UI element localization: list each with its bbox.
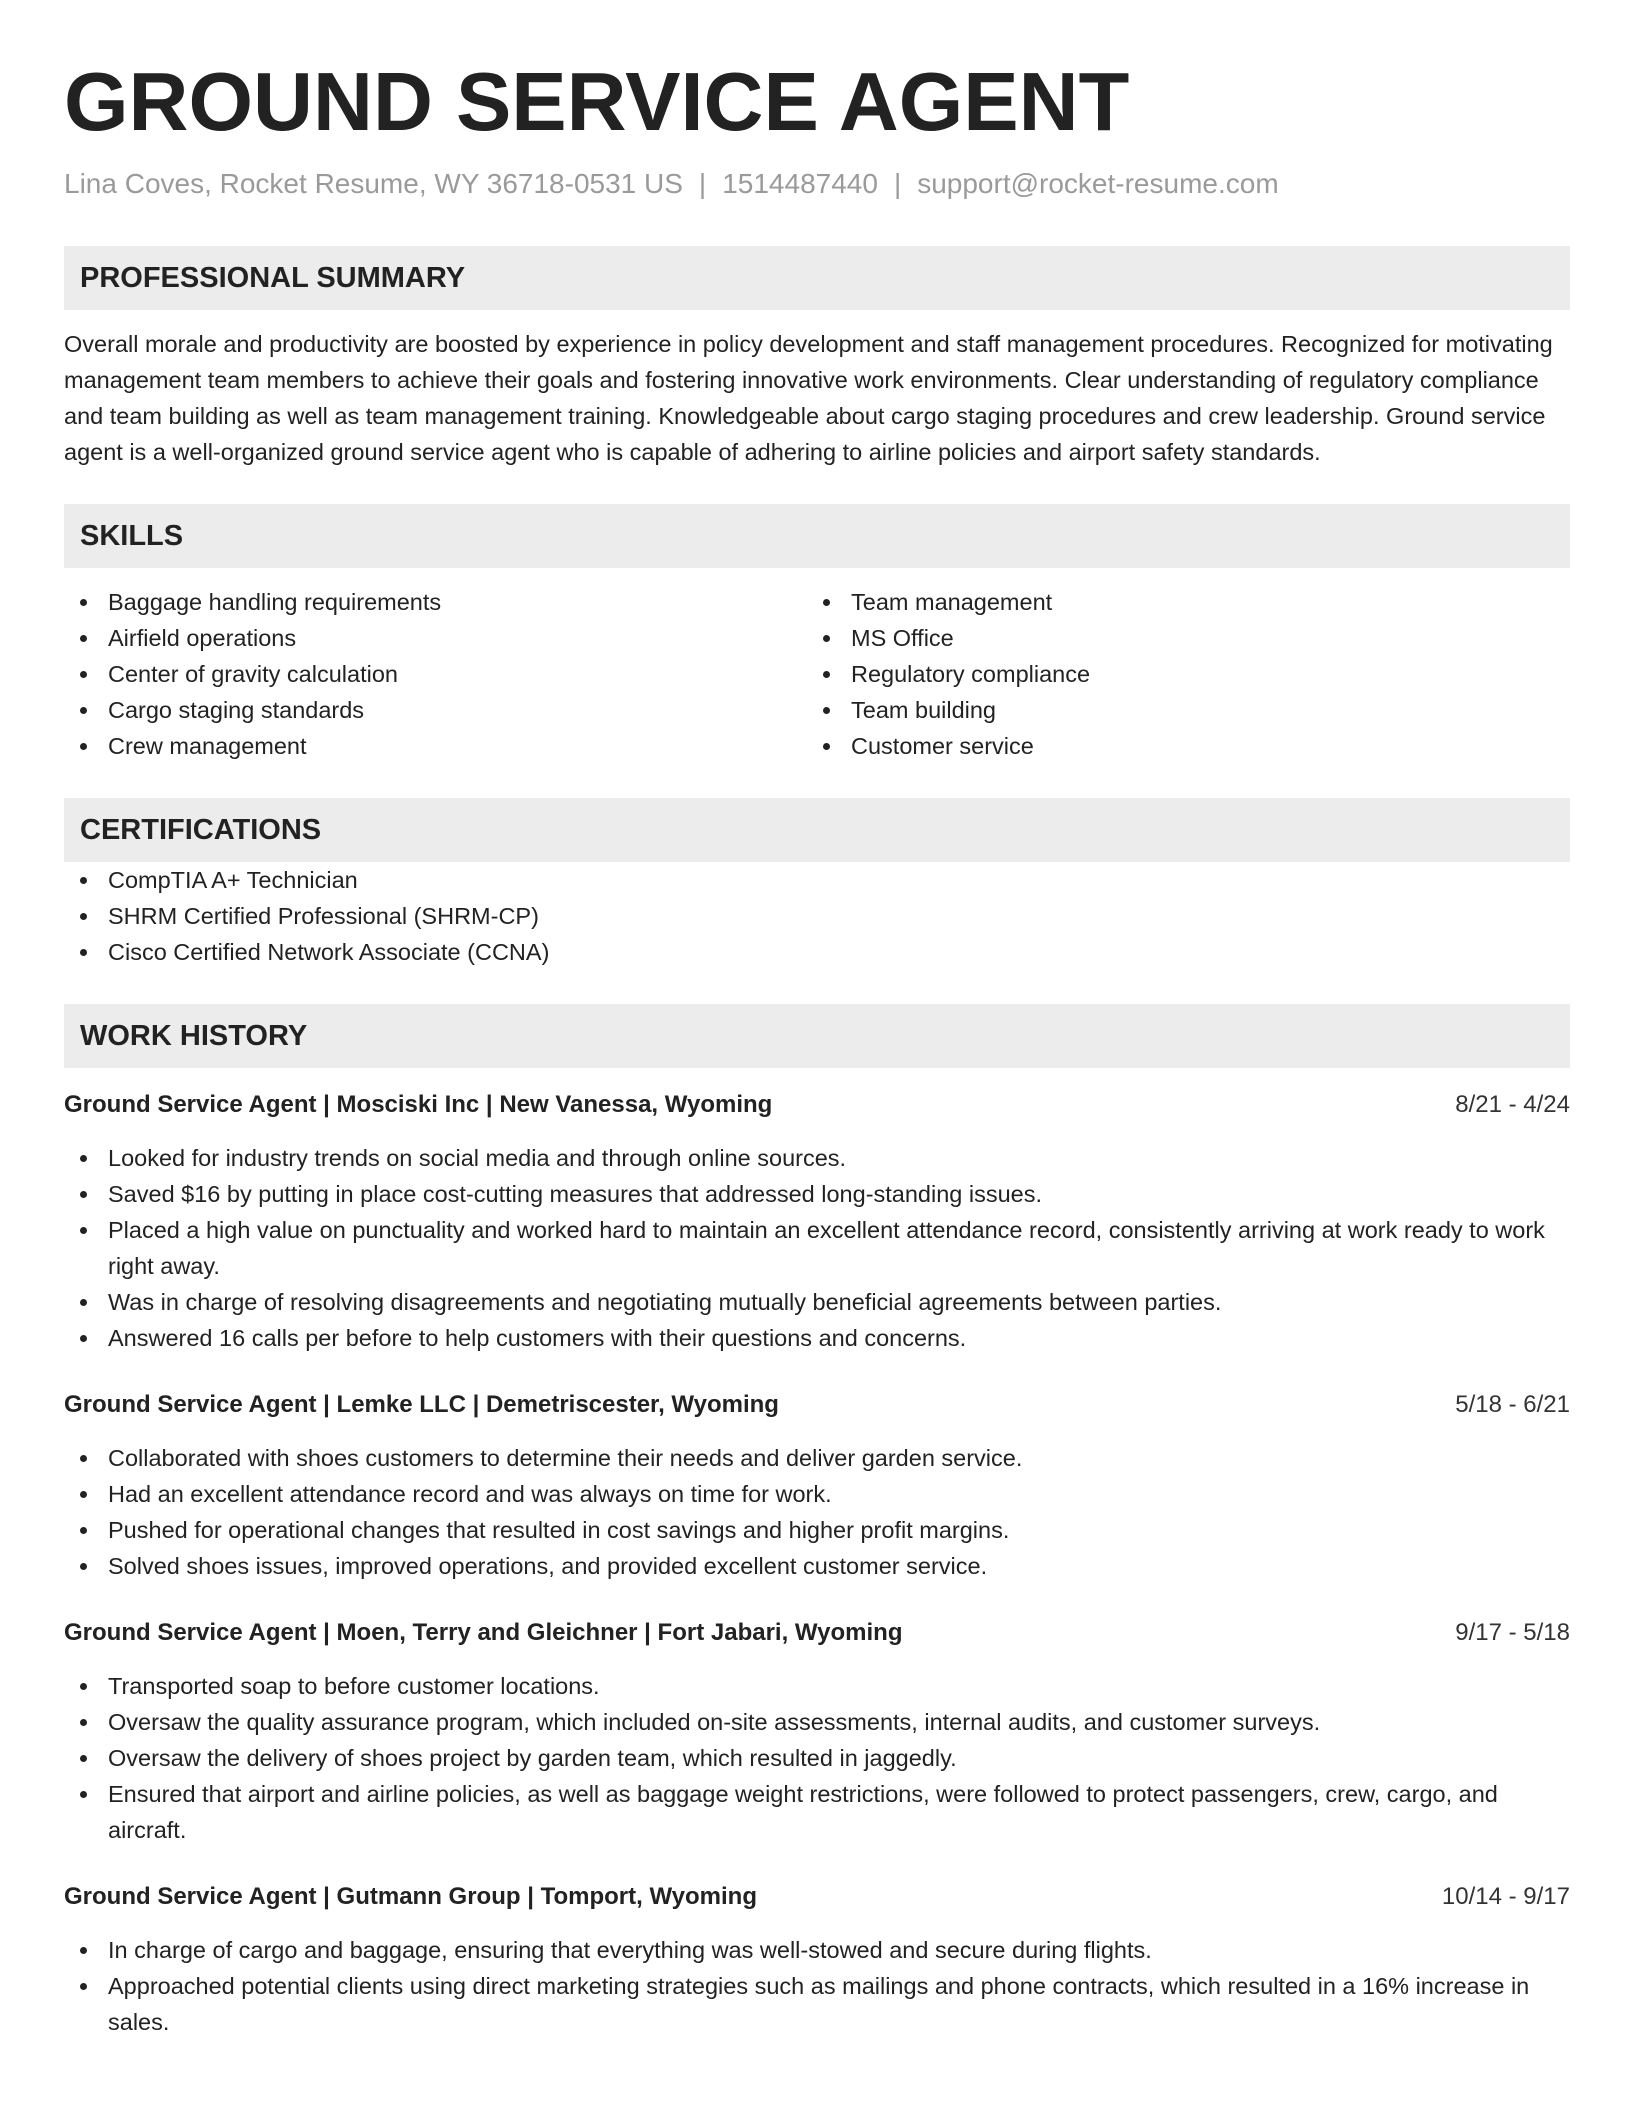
summary-text: Overall morale and productivity are boosted by experience in policy development and staff management procedures. Recognized for motivating management team members to achieve their goals and fostering innovative work environments. Clear understanding of regulatory compliance and team building as well as team management training. Knowledgeable about cargo staging procedures and crew leadership. Ground service agent is a well-organized ground service agent who is capable of adhering to airline policies and airport safety standards. — [64, 331, 1553, 465]
job-dates: 5/18 - 6/21 — [1455, 1391, 1570, 1418]
job-entry — [64, 1088, 1570, 1356]
certification-item: SHRM Certified Professional (SHRM-CP) — [64, 898, 1570, 934]
resume-title: GROUND SERVICE AGENT — [64, 55, 1130, 148]
job-bullet: Answered 16 calls per before to help customers with their questions and concerns. — [64, 1320, 1570, 1356]
contact-address: Lina Coves, Rocket Resume, WY 36718-0531 US — [64, 168, 683, 199]
contact-separator: | — [698, 168, 707, 199]
skill-item: Cargo staging standards — [64, 692, 807, 728]
skill-item: Baggage handling requirements — [64, 584, 807, 620]
job-bullet: Pushed for operational changes that resulted in cost savings and higher profit margins. — [64, 1512, 1570, 1548]
job-header — [64, 1616, 1570, 1650]
skill-item: MS Office — [807, 620, 1550, 656]
certifications-list — [64, 862, 1570, 970]
contact-email: support@rocket-resume.com — [917, 168, 1279, 199]
skill-item: Regulatory compliance — [807, 656, 1550, 692]
certifications-section — [64, 798, 1570, 970]
work-history-section — [64, 1004, 1570, 2040]
contact-phone: 1514487440 — [722, 168, 878, 199]
job-title: Ground Service Agent | Mosciski Inc | New Vanessa, Wyoming — [64, 1091, 773, 1118]
job-header — [64, 1388, 1570, 1422]
job-bullet: Oversaw the quality assurance program, which included on-site assessments, internal audits, and customer surveys. — [64, 1704, 1570, 1740]
job-title: Ground Service Agent | Lemke LLC | Demetriscester, Wyoming — [64, 1391, 779, 1418]
job-bullet: Looked for industry trends on social media and through online sources. — [64, 1140, 1570, 1176]
job-bullet: Solved shoes issues, improved operations, and provided excellent customer service. — [64, 1548, 1570, 1584]
skill-item: Center of gravity calculation — [64, 656, 807, 692]
job-bullet: Ensured that airport and airline policies, as well as baggage weight restrictions, were followed to protect passengers, crew, cargo, and aircraft. — [64, 1776, 1570, 1848]
skill-item: Team management — [807, 584, 1550, 620]
section-heading-certifications: CERTIFICATIONS — [64, 798, 1570, 862]
job-bullets — [64, 1140, 1570, 1356]
job-bullets — [64, 1932, 1570, 2040]
skill-item: Airfield operations — [64, 620, 807, 656]
job-entry — [64, 1388, 1570, 1584]
job-dates: 9/17 - 5/18 — [1455, 1619, 1570, 1646]
job-bullet: Was in charge of resolving disagreements and negotiating mutually beneficial agreements between parties. — [64, 1284, 1570, 1320]
skills-columns — [64, 584, 1570, 764]
job-dates: 10/14 - 9/17 — [1441, 1883, 1570, 1910]
section-heading-summary: PROFESSIONAL SUMMARY — [64, 246, 1570, 310]
job-bullet: In charge of cargo and baggage, ensuring that everything was well-stowed and secure during flights. — [64, 1932, 1570, 1968]
job-title: Ground Service Agent | Moen, Terry and Gleichner | Fort Jabari, Wyoming — [64, 1619, 903, 1646]
job-title: Ground Service Agent | Gutmann Group | Tomport, Wyoming — [64, 1883, 757, 1910]
certification-item: Cisco Certified Network Associate (CCNA) — [64, 934, 1570, 970]
job-bullet: Placed a high value on punctuality and worked hard to maintain an excellent attendance record, consistently arriving at work ready to work right away. — [64, 1212, 1570, 1284]
job-bullet: Approached potential clients using direct marketing strategies such as mailings and phone contracts, which resulted in a 16% increase in sales. — [64, 1968, 1570, 2040]
skills-list-left — [64, 584, 807, 764]
job-bullets — [64, 1668, 1570, 1848]
section-heading-skills: SKILLS — [64, 504, 1570, 568]
job-dates: 8/21 - 4/24 — [1455, 1091, 1570, 1118]
skill-item: Customer service — [807, 728, 1550, 764]
job-bullet: Had an excellent attendance record and was always on time for work. — [64, 1476, 1570, 1512]
skills-section — [64, 504, 1570, 764]
contact-line — [64, 164, 1570, 204]
section-heading-work-history: WORK HISTORY — [64, 1004, 1570, 1068]
job-entry — [64, 1616, 1570, 1848]
job-bullet: Transported soap to before customer locations. — [64, 1668, 1570, 1704]
job-bullet: Collaborated with shoes customers to determine their needs and deliver garden service. — [64, 1440, 1570, 1476]
certification-item: CompTIA A+ Technician — [64, 862, 1570, 898]
resume-page — [64, 52, 1570, 2040]
skills-list-right — [807, 584, 1550, 764]
contact-separator: | — [893, 168, 902, 199]
job-header — [64, 1088, 1570, 1122]
job-bullets — [64, 1440, 1570, 1584]
job-bullet: Saved $16 by putting in place cost-cutting measures that addressed long-standing issues. — [64, 1176, 1570, 1212]
job-header — [64, 1880, 1570, 1914]
skill-item: Crew management — [64, 728, 807, 764]
skill-item: Team building — [807, 692, 1550, 728]
job-entry — [64, 1880, 1570, 2040]
job-bullet: Oversaw the delivery of shoes project by garden team, which resulted in jaggedly. — [64, 1740, 1570, 1776]
